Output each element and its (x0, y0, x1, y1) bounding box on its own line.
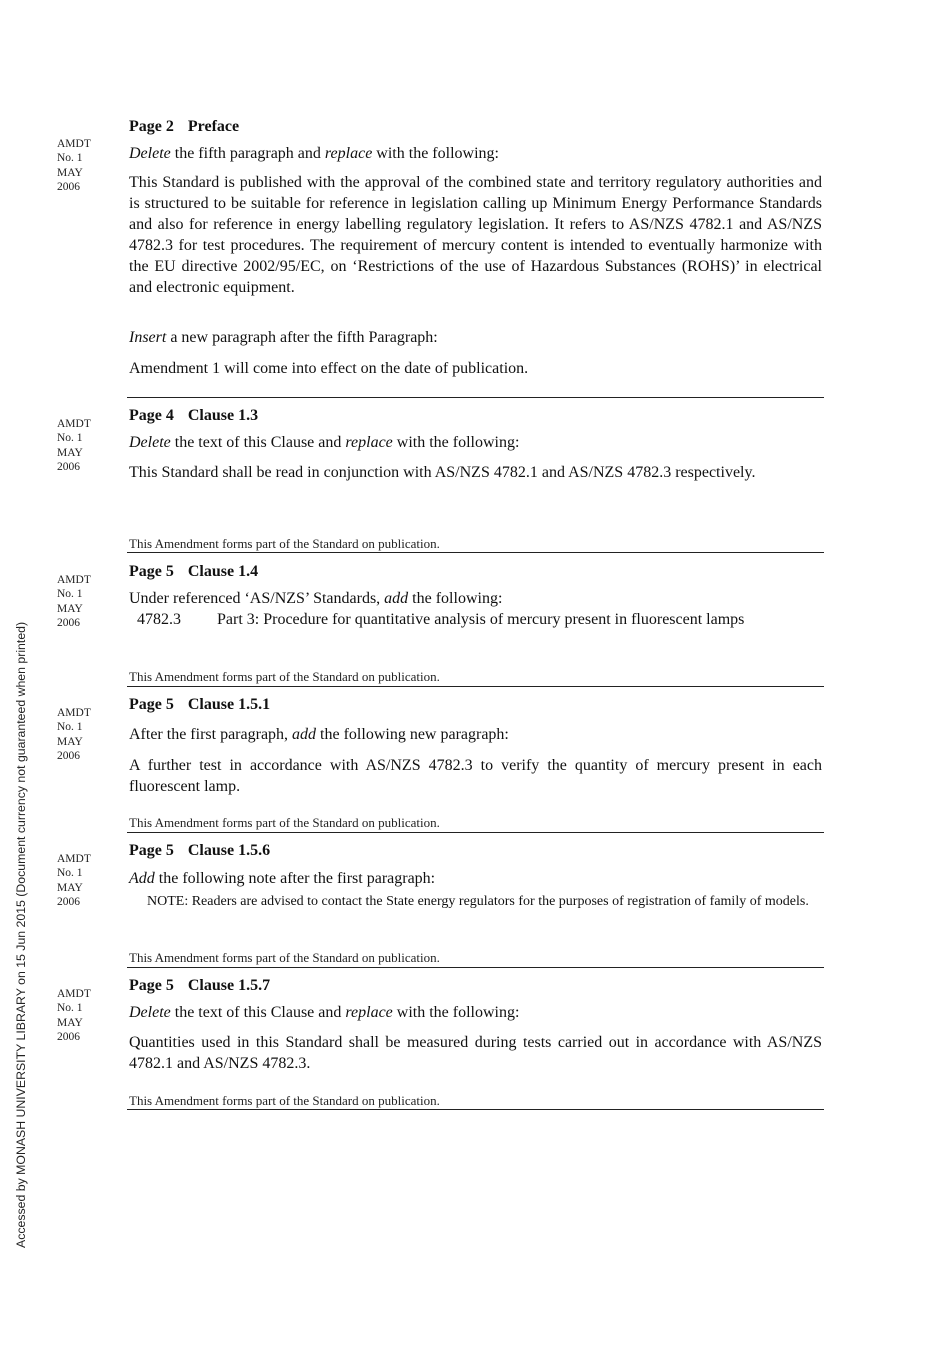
instruction: Insert a new paragraph after the fifth Paragraph: (129, 329, 438, 346)
instruction: Delete the text of this Clause and replace with the following: (129, 434, 520, 451)
page-ref: Page 5 (129, 696, 174, 713)
note-paragraph: NOTE: Readers are advised to contact the State energy regulators for the purposes of registration of family of models. (147, 894, 809, 909)
amdt-tag: AMDT No. 1 MAY 2006 (57, 988, 91, 1044)
section-heading (129, 405, 822, 426)
amdt-tag: AMDT No. 1 MAY 2006 (57, 138, 91, 194)
replacement-paragraph: Quantities used in this Standard shall be measured during tests carried out in accordance with AS/NZS 4782.1 and AS/NZS 4782.3. (129, 1034, 822, 1072)
instruction: After the first paragraph, add the following new paragraph: (129, 726, 509, 743)
clause-ref: Clause 1.3 (187, 407, 259, 424)
amendment-footer-note: This Amendment forms part of the Standard on publication. (129, 950, 440, 965)
section-heading (129, 561, 822, 582)
section-heading (129, 840, 822, 861)
instruction: Delete the fifth paragraph and replace with the following: (129, 145, 499, 162)
new-paragraph: A further test in accordance with AS/NZS 4782.3 to verify the quantity of mercury present in each fluorescent lamp. (129, 757, 822, 795)
section-heading (129, 975, 822, 996)
clause-ref: Clause 1.5.1 (187, 696, 271, 713)
divider (127, 686, 824, 687)
amendment-footer-note: This Amendment forms part of the Standard on publication. (129, 1093, 440, 1108)
amdt-tag: AMDT No. 1 MAY 2006 (57, 418, 91, 474)
divider (127, 552, 824, 553)
replacement-paragraph: This Standard is published with the approval of the combined state and territory regulatory authorities and is structured to be suitable for reference in legislation calling up Minimum Energy Performance Standards and also for reference in energy labelling regulatory legislation. It refers to AS/NZS 4782.1 and AS/NZS 4782.3 for test procedures. The requirement of mercury content is intended to eventually harmonize with the EU directive 2002/95/EC, on ‘Restrictions of the use of Hazardous Substances (ROHS)’ in electrical and electronic equipment. (129, 174, 822, 296)
amendment-footer-note: This Amendment forms part of the Standard on publication. (129, 815, 440, 830)
page-ref: Page 5 (129, 563, 174, 580)
section-heading (129, 116, 822, 137)
clause-ref: Clause 1.4 (187, 563, 259, 580)
amendment-footer-note: This Amendment forms part of the Standard on publication. (129, 669, 440, 684)
page-ref: Page 4 (129, 407, 174, 424)
instruction: Under referenced ‘AS/NZS’ Standards, add the following: (129, 590, 503, 607)
amdt-tag: AMDT No. 1 MAY 2006 (57, 574, 91, 630)
divider (127, 832, 824, 833)
page-ref: Page 5 (129, 977, 174, 994)
page-ref: Page 5 (129, 842, 174, 859)
standard-number: 4782.3 (137, 611, 181, 628)
divider (127, 967, 824, 968)
instruction: Delete the text of this Clause and replace with the following: (129, 1004, 520, 1021)
inserted-paragraph: Amendment 1 will come into effect on the date of publication. (129, 360, 529, 377)
amdt-tag: AMDT No. 1 MAY 2006 (57, 707, 91, 763)
instruction: Add the following note after the first paragraph: (129, 870, 436, 887)
clause-ref: Preface (187, 118, 240, 135)
amdt-tag: AMDT No. 1 MAY 2006 (57, 853, 91, 909)
divider (127, 1109, 824, 1110)
side-access-note: Accessed by MONASH UNIVERSITY LIBRARY on 15 Jun 2015 (Document currency not guaranteed when printed) (14, 621, 28, 1248)
divider (127, 397, 824, 398)
replacement-paragraph: This Standard shall be read in conjunction with AS/NZS 4782.1 and AS/NZS 4782.3 respectively. (129, 464, 756, 481)
amendment-footer-note: This Amendment forms part of the Standard on publication. (129, 536, 440, 551)
standard-title: Part 3: Procedure for quantitative analysis of mercury present in fluorescent lamps (217, 611, 745, 628)
clause-ref: Clause 1.5.6 (187, 842, 271, 859)
section-heading (129, 694, 822, 715)
referenced-standard-item (137, 609, 817, 630)
clause-ref: Clause 1.5.7 (187, 977, 271, 994)
page-ref: Page 2 (129, 118, 174, 135)
